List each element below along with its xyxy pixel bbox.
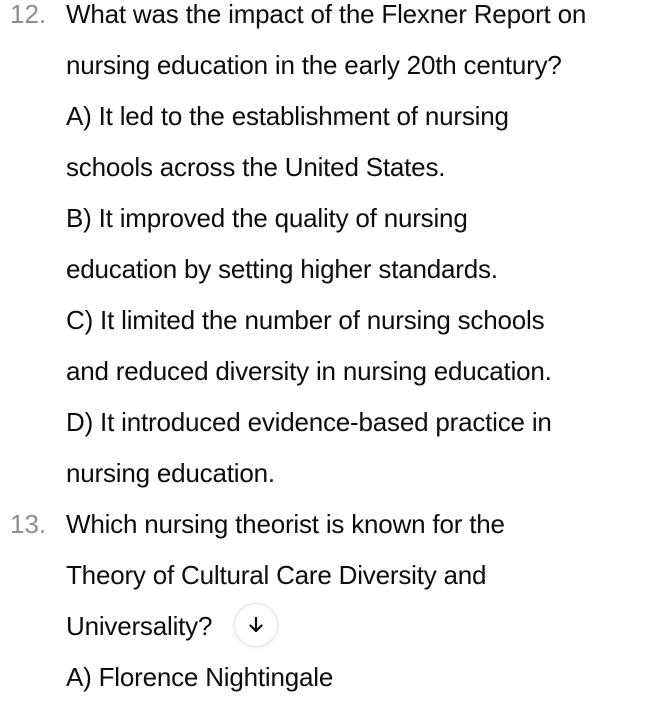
question-number: 12. <box>10 0 47 29</box>
question-text-line <box>66 601 642 652</box>
question-text-line: What was the impact of the Flexner Report on <box>66 0 587 29</box>
question-text-line: Theory of Cultural Care Diversity and <box>66 560 487 590</box>
option-b-line: education by setting higher standards. <box>66 254 498 284</box>
question-number: 13. <box>10 509 47 539</box>
option-c-line: and reduced diversity in nursing education. <box>66 356 552 386</box>
arrow-down-icon <box>246 615 266 635</box>
option-d-line: nursing education. <box>66 458 275 488</box>
question-text-line: nursing education in the early 20th century? <box>66 50 562 80</box>
question-text-tail: Universality? <box>66 611 213 641</box>
option-b-line: B) It improved the quality of nursing <box>66 203 468 233</box>
scroll-down-button[interactable] <box>234 603 278 647</box>
option-a-line: A) It led to the establishment of nursing <box>66 101 509 131</box>
question-text-line: Which nursing theorist is known for the <box>66 509 505 539</box>
option-c-line: C) It limited the number of nursing schools <box>66 305 545 335</box>
question-13 <box>0 499 654 703</box>
option-d-line: D) It introduced evidence-based practice in <box>66 407 552 437</box>
option-a-line: schools across the United States. <box>66 152 446 182</box>
option-a-line: A) Florence Nightingale <box>66 662 334 692</box>
